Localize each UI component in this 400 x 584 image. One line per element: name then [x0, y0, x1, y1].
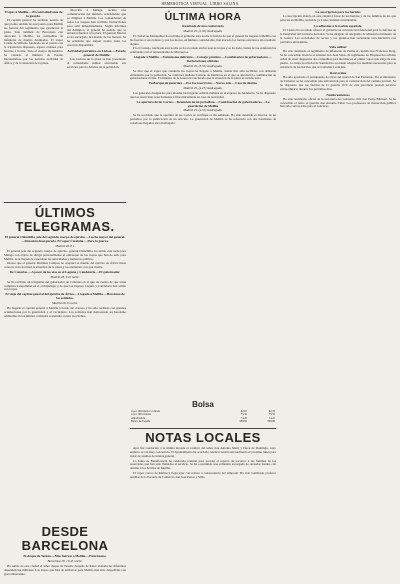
section-title-desde-barcelona: DESDE BARCELONA: [21, 524, 109, 553]
headline: La suscripción para los heridos: [315, 10, 361, 14]
bolsa-table: [130, 410, 276, 424]
subheadline: El viaje del capitán general del ejército de África.—Llegada á Melilla.—Heroísmo de los soldados.: [5, 292, 125, 301]
table-cell: 73,50: [240, 413, 247, 417]
table-cell: 4 por 100 interior contado: [131, 410, 161, 413]
article-text: dirección á Málaga, recibió una comunicación del ministro ordenándole que se dirigiese á Melilla. Los comandantes de todos los buques han recibido instrucciones para salir inmediatamente. Según informes del Atlántico, el general ha pedido que se envíen refuerzos á la plaza. El general Macías se ha encargado del mando de las fuerzas. Se ha ordenado que zarpen cuanto antes los cruceros disponibles.: [67, 9, 126, 48]
divider: [130, 428, 276, 429]
table-cell: Amortizable: [131, 416, 145, 420]
dateline: Barcelona 28, 10,45 noche.: [47, 558, 83, 563]
article-text: Ha sido destinado al regimiento de infantería de Palma el capitán don Francisco Roig. Se ha concedido licencia al teniente don Juan Salas. El regimiento de Filipinas ha recibido orden de tener dispuestas dos compañías para marchar en el primer vapor que salga de este puerto. La Junta provincial de Sanidad ha acordado adoptar las medidas necesarias para la asistencia de los heridos que se trasladen á esta isla.: [280, 49, 396, 70]
article-text: La suscripción abierta en esta ciudad á favor de los heridos y de las familias de los que perecen en Melilla, asciende ya á una cantidad considerable.: [280, 14, 396, 22]
table-cell: 389,00: [239, 420, 247, 424]
subheadline: De Canarias.—A pesar de las olas en el Laguna y Candelaria.—El gobernador.: [9, 269, 121, 274]
article-text: El capitán general ha recibido noticia de que pronto saldrán de este puerto para Melilla las fuerzas del regimiento que guarnecen la plaza. Sale también de Barcelona con dirección á Melilla, las compañías de infantería de marina destinadas. El vapor Conde de Wifredo fondeado en el puerto con la tripulación dispuesta, espera órdenes para hacerse á la mar. Todo el cuerpo diplomático ha visitado al ministro de Estado interesándose por las noticias recibidas de África y de la situación de la plaza.: [4, 18, 63, 65]
column-2: [67, 9, 126, 199]
article-text: Se ha acordado que la apertura de las Cortes se verifique el día señalado. Ha sido detenido el director de un periódico por la publicación de un artículo. La guarnición de Melilla se ha reforzado con dos batallones de cazadores llegados esta madrugada.: [130, 113, 276, 126]
article-text: Ha llegado el capitán general á Melilla á bordo del crucero y ha sido recibido con grandes aclamaciones por la guarnición y el vecindario. Los soldados han demostrado un heroísmo admirable en los últimos combates sostenidos contra los rifeños.: [4, 305, 126, 318]
table-cell: 74,20: [240, 416, 247, 420]
table-cell: 4 por 100 exterior: [131, 413, 152, 417]
subheadline: Embarque de generales.—Por los reservistas.—Nuevo celo.—Cese de destino: [149, 81, 257, 86]
article-text: Ha salido de esta ciudad el señor duque de Tetuán, después de haber visitado las diferentes dependencias militares. Las tropas que han de embarcar para Melilla han sido despedidas con gran entusiasmo.: [4, 563, 126, 576]
article-text: En el Consejo celebrado esta noche se ha acordado enviar nuevas tropas y se ha dado cuenta de las conferencias celebradas con el representante de Marruecos.: [130, 46, 276, 55]
article-text: Dícese que el general Martínez Campos no aceptará el mando del ejército de África hasta conocer con exactitud la situación de la plaza y los elementos con que cuenta.: [4, 261, 126, 270]
column-1: [4, 9, 63, 199]
subheadline: La apertura de las Cortes.—Detención de un periodista.—Combinación de gobernadores.—La guarnición de Melilla: [136, 99, 270, 108]
article-text: El ciudad de Montpellier ha recibido el gobierno esta noche la noticia de que el general ha llegado á Melilla con las fuerzas á sus órdenes y que los moros, en número considerable, han atacado los fuertes exteriores sin resultado alguno.: [130, 33, 276, 46]
article-text: Ayer fué conducido á la última morada el cadáver del señor don Antonio Martí y Pérez de Domingo, cuyo entierro se vió muy concurrido. El Ayuntamiento ha acordado celebrar sesión extraordinaria el próximo lunes para tratar de asuntos de interés general.: [130, 446, 276, 458]
dateline: Madrid 28, 9,25 tarde.: [50, 274, 80, 279]
article-text: El general jefe del segundo cuerpo de ejército, general Chinchilla, ha salido esta tarde para Málaga con objeto de dirigir personalmente el embarque de las tropas que han de salir para Melilla. A su llegada le esperaban las autoridades y numeroso público.: [4, 248, 126, 261]
subheadline: Resultado de una conferencia: [182, 24, 224, 28]
divider: [4, 202, 126, 203]
dateline: Madrid 28, 9 noche.: [52, 300, 78, 305]
dateline: Madrid 29, (4,55) madrugada.: [183, 108, 223, 113]
subheadline: El general Chinchilla, jefe del segundo cuerpo de ejército.—Lucha mayor del general.—Situación desesperada. El vapor Cataluña.—Para la guerra.: [4, 235, 126, 243]
dateline: Madrid 28, 8 t.: [55, 243, 75, 248]
headline: Nombramientos: [326, 92, 350, 97]
section-title-notas-locales: NOTAS LOCALES: [145, 430, 261, 445]
headline: Tropas á Melilla.—El contralmirante de la guarda.: [4, 10, 63, 18]
headline: La adhesión á la nación española.: [313, 23, 363, 28]
table-cell: 74,25: [268, 416, 275, 420]
dateline: Madrid 29, (3,55) madrugada.: [183, 63, 223, 68]
article-text: Los generales designados para mandar las brigadas saldrán mañana en el expreso de Andalucía. Se ha dispuesto que los reservistas sean llamados á filas únicamente en caso de necesidad.: [130, 90, 276, 99]
section-title-bolsa: Bolsa: [192, 400, 214, 409]
table-cell: Banco de España: [131, 420, 151, 424]
headline: Actividad patriótica en Lisboa.—Estado general de Melilla: [67, 49, 126, 58]
article-text: Se dice que el vapor que conducía las tropas ha llegado á Melilla, donde han sido recibidas con delirante entusiasmo por la población. Se celebrará mañana Consejo de ministros en el que se aprobará la combinación de gobernadores civiles. El ministro de la Guerra ha declarado que la situación de la plaza es satisfactoria.: [130, 68, 276, 81]
section-notas-locales: [130, 427, 276, 580]
dateline: Madrid 29, (4,25) madrugada.: [183, 86, 223, 91]
dateline: Madrid 29, (2,30) madrugada.: [183, 28, 223, 33]
article-text: La Junta de Beneficencia ha celebrado reunión para acordar el reparto de socorros á las familias de los reservistas que han sido llamados al servicio. Se ha constituido una comisión encargada de recaudar fondos con destino á los heridos de Melilla.: [130, 458, 276, 471]
masthead: HEMEROTECA VIRTUAL. LIBRO SALINA: [4, 2, 396, 8]
headline: Real orden: [330, 70, 346, 75]
column-4: [280, 9, 396, 579]
newspaper-page: [4, 2, 396, 580]
table-cell: 390,00: [267, 420, 275, 424]
article-text: Ha sido nombrado oficial de la secretaría del Gobierno civil don Pedro Bibiloni. Se ha concedido el retiro al guardia don Antonio Vidal. Los profesores de instrucción pública han sido convocados para el concurso.: [280, 96, 396, 109]
table-cell: 62,65: [240, 410, 247, 413]
article-text: Se ha recibido un telegrama del gobernador de Canarias en el que da cuenta de que reina completa tranquilidad en el archipiélago y de que los vapores Laguna y Candelaria han salido con tropas.: [4, 279, 126, 292]
headline: Vida militar: [329, 45, 347, 50]
subheadline: Llegada á Melilla.—Entusiasmo delirante.—Consejo próximo.—Combinación de gobernadores.—Declaraciones oficiales.: [133, 54, 273, 63]
section-title-ultimos-telegramas: ÚLTIMOS TELEGRAMAS.: [15, 205, 115, 234]
article-text: El vapor correo de Mallorca llegó ayer con retraso á consecuencia del temporal. Ha sido nombrado profesor auxiliar de la Escuela de Comercio don José Ferrer y Valls.: [130, 471, 276, 479]
section-desde-barcelona: [4, 522, 126, 580]
article-text: Los vecinos de la plaza se han presentado al comandante militar ofreciendo sus servicios para la defensa de la población.: [67, 57, 126, 69]
table-cell: 73,55: [268, 413, 275, 417]
subheadline: El duque de Tetuán.—Más fuerzas á Melilla.—Entusiasmo.: [23, 554, 107, 558]
section-title-ultima-hora: ÚLTIMA HORA: [164, 11, 242, 23]
column-ultima-hora: [130, 9, 276, 397]
section-ultimos-telegramas: [4, 201, 126, 521]
article-text: Ha sido aprobado el presupuesto de obras del cuartel de San Fernando. Por el ministerio de Fomento se ha concedido una subvención para la construcción del camino vecinal. Se ha dispuesto que las fuerzas de la guardia civil de esta provincia presten servicio extraordinario durante los próximos días.: [280, 74, 396, 91]
table-row: [130, 420, 276, 423]
article-text: El Casino ha acordado ofrecer al gobierno su concurso incondicional para la defensa de la integridad del territorio nacional. Se ha dirigido un telegrama de adhesión al ministro de la Guerra. Las sociedades de recreo y los gremios han secundado esta iniciativa con patriótico entusiasmo.: [280, 27, 396, 44]
table-cell: 62,70: [268, 410, 275, 413]
bolsa-section: [130, 398, 276, 426]
